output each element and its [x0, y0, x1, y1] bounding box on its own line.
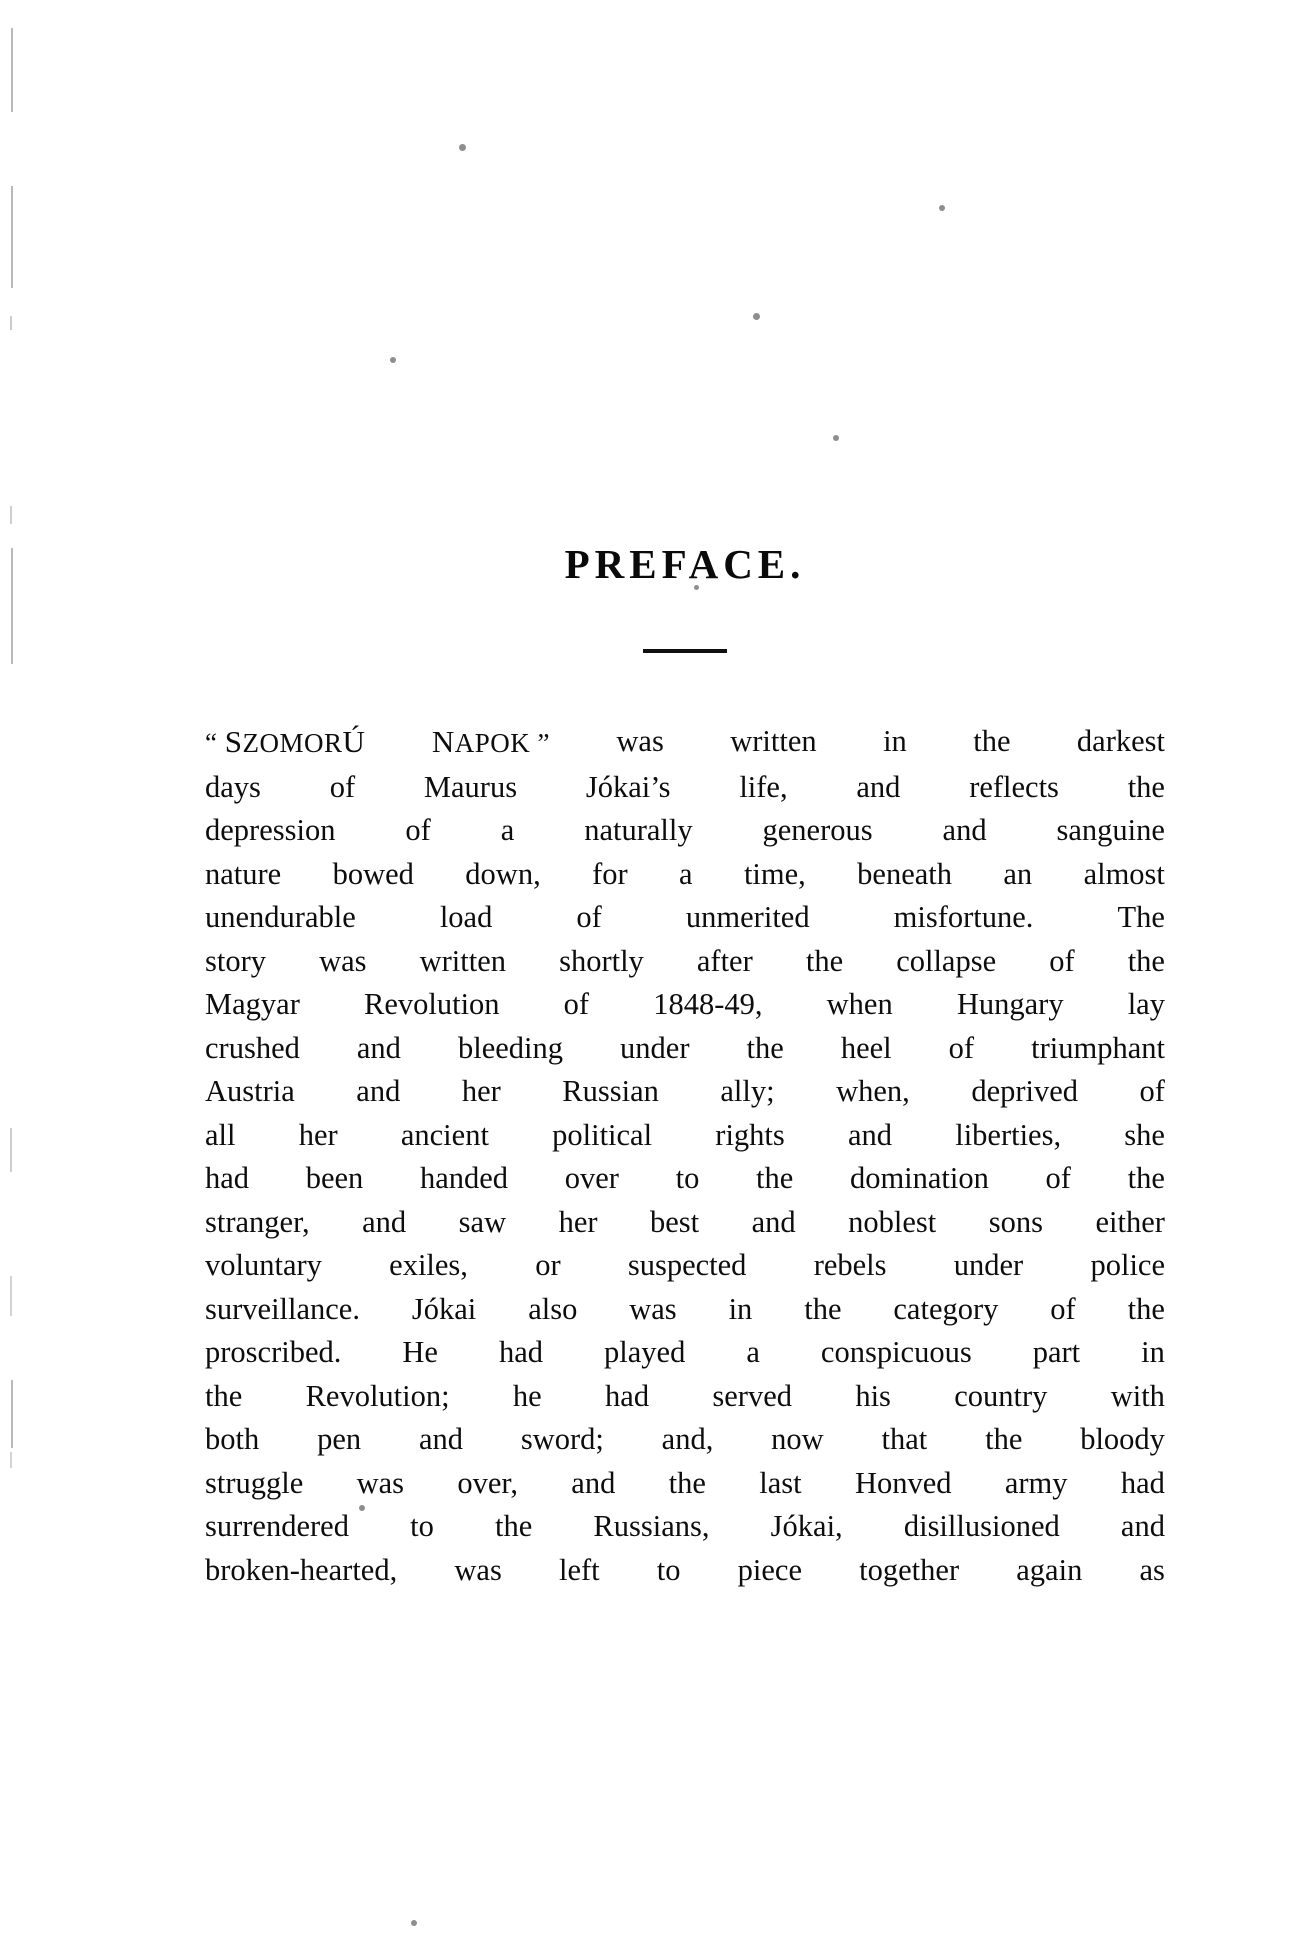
scan-speck — [390, 357, 396, 363]
text-line: broken-hearted, was left to piece together again as — [205, 1552, 1165, 1587]
text-line: surveillance. Jókai also was in the category of the — [205, 1291, 1165, 1326]
scan-speck — [753, 313, 760, 320]
text-line: unendurable load of unmerited misfortune. The — [205, 900, 1165, 934]
text-line: nature bowed down, for a time, beneath an almost — [205, 856, 1165, 891]
scan-edge-mark — [11, 1380, 13, 1448]
scan-edge-mark — [10, 316, 12, 330]
text-line: the Revolution; he had served his country with — [205, 1378, 1165, 1413]
text-line: Magyar Revolution of 1848-49, when Hungary lay — [205, 987, 1165, 1021]
scan-edge-mark — [11, 236, 13, 288]
scan-speck — [833, 435, 839, 441]
scan-edge-mark — [10, 1128, 12, 1172]
page-title: PREFACE. — [564, 541, 806, 587]
text-line: surrendered to the Russians, Jókai, disillusioned and — [205, 1509, 1165, 1543]
preface-paragraph — [205, 720, 1165, 1592]
text-line: both pen and sword; and, now that the bloody — [205, 1422, 1165, 1456]
text-line: voluntary exiles, or suspected rebels under police — [205, 1248, 1165, 1282]
text-line: depression of a naturally generous and sanguine — [205, 813, 1165, 847]
text-line: stranger, and saw her best and noblest sons either — [205, 1204, 1165, 1239]
scan-speck — [939, 205, 945, 211]
scan-edge-mark — [10, 506, 12, 524]
scan-edge-mark — [10, 1452, 12, 1468]
text-line: “ SZOMORÚ NAPOK ” was written in the darkest — [205, 724, 1165, 759]
text-line: had been handed over to the domination of the — [205, 1161, 1165, 1195]
text-line: all her ancient political rights and liberties, she — [205, 1117, 1165, 1152]
page-content — [205, 540, 1165, 1592]
scan-edge-mark — [11, 548, 13, 664]
text-line: days of Maurus Jókai’s life, and reflects the — [205, 769, 1165, 804]
horizontal-rule — [643, 649, 727, 653]
text-line: story was written shortly after the collapse of the — [205, 943, 1165, 978]
scan-edge-mark — [11, 28, 13, 112]
scan-edge-mark — [10, 1276, 12, 1316]
section-divider — [205, 640, 1165, 658]
text-line: proscribed. He had played a conspicuous part in — [205, 1335, 1165, 1369]
text-line: Austria and her Russian ally; when, deprived of — [205, 1074, 1165, 1108]
text-line: struggle was over, and the last Honved army had — [205, 1465, 1165, 1500]
scan-speck — [411, 1920, 417, 1926]
scan-speck — [459, 144, 466, 151]
text-line: crushed and bleeding under the heel of triumphant — [205, 1030, 1165, 1065]
